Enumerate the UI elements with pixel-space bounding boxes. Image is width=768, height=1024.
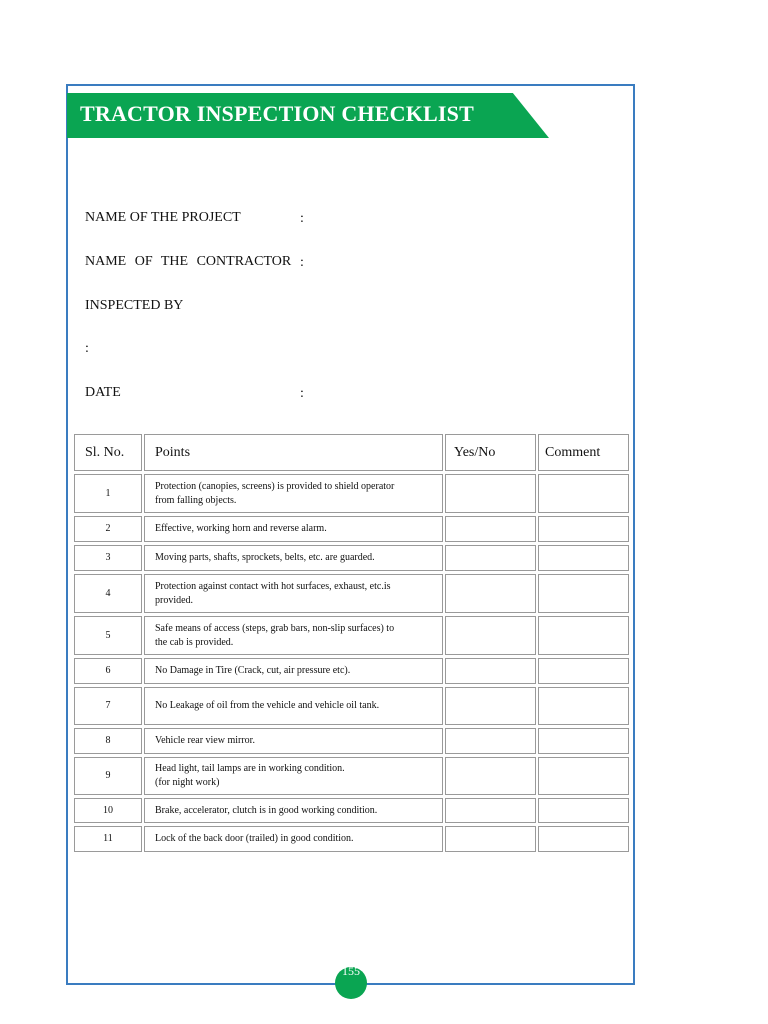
contractor-name-colon: : [300, 255, 304, 270]
project-name-colon: : [300, 211, 304, 226]
comment-cell[interactable] [538, 826, 629, 852]
table-row [74, 516, 629, 542]
row-point: Moving parts, shafts, sprockets, belts, etc. are guarded. [144, 545, 443, 571]
table-row [74, 545, 629, 571]
header-comment: Comment [538, 434, 629, 471]
comment-cell[interactable] [538, 658, 629, 684]
yes-no-cell[interactable] [445, 687, 536, 725]
yes-no-cell[interactable] [445, 757, 536, 795]
table-row [74, 616, 629, 655]
yes-no-cell[interactable] [445, 658, 536, 684]
comment-cell[interactable] [538, 516, 629, 542]
row-number: 4 [74, 574, 142, 613]
table-header-row [74, 434, 629, 471]
comment-cell[interactable] [538, 687, 629, 725]
row-number: 3 [74, 545, 142, 571]
table-row [74, 687, 629, 725]
table-row [74, 474, 629, 513]
row-point: Brake, accelerator, clutch is in good working condition. [144, 798, 443, 823]
comment-cell[interactable] [538, 474, 629, 513]
date-label: DATE [85, 385, 121, 400]
table-row [74, 574, 629, 613]
row-number: 7 [74, 687, 142, 725]
header-points: Points [144, 434, 443, 471]
date-colon: : [300, 386, 304, 401]
row-number: 10 [74, 798, 142, 823]
row-number: 11 [74, 826, 142, 852]
comment-cell[interactable] [538, 757, 629, 795]
table-row [74, 826, 629, 852]
yes-no-cell[interactable] [445, 728, 536, 754]
table-row [74, 658, 629, 684]
project-name-label: NAME OF THE PROJECT [85, 210, 241, 225]
inspected-by-colon: : [85, 341, 89, 356]
table-row [74, 798, 629, 823]
comment-cell[interactable] [538, 728, 629, 754]
page-number: 155 [342, 964, 360, 978]
comment-cell[interactable] [538, 574, 629, 613]
row-number: 9 [74, 757, 142, 795]
row-point: No Damage in Tire (Crack, cut, air pressure etc). [144, 658, 443, 684]
comment-cell[interactable] [538, 616, 629, 655]
checklist-table [74, 434, 629, 855]
table-row [74, 757, 629, 795]
row-point: Head light, tail lamps are in working condition. (for night work) [144, 757, 443, 795]
row-point: Protection (canopies, screens) is provided to shield operator from falling objects. [144, 474, 443, 513]
yes-no-cell[interactable] [445, 798, 536, 823]
row-point: Protection against contact with hot surfaces, exhaust, etc.is provided. [144, 574, 443, 613]
page-title: TRACTOR INSPECTION CHECKLIST [80, 101, 474, 126]
header-sl-no: Sl. No. [74, 434, 142, 471]
table-row [74, 728, 629, 754]
contractor-name-label: NAME OF THE CONTRACTOR [85, 254, 292, 269]
row-point: Lock of the back door (trailed) in good condition. [144, 826, 443, 852]
row-number: 6 [74, 658, 142, 684]
yes-no-cell[interactable] [445, 826, 536, 852]
row-point: Effective, working horn and reverse alarm. [144, 516, 443, 542]
comment-cell[interactable] [538, 545, 629, 571]
row-number: 8 [74, 728, 142, 754]
yes-no-cell[interactable] [445, 574, 536, 613]
comment-cell[interactable] [538, 798, 629, 823]
yes-no-cell[interactable] [445, 545, 536, 571]
row-point: No Leakage of oil from the vehicle and vehicle oil tank. [144, 687, 443, 725]
yes-no-cell[interactable] [445, 516, 536, 542]
row-number: 5 [74, 616, 142, 655]
header-yes-no: Yes/No [445, 434, 536, 471]
yes-no-cell[interactable] [445, 474, 536, 513]
yes-no-cell[interactable] [445, 616, 536, 655]
row-point: Vehicle rear view mirror. [144, 728, 443, 754]
row-number: 1 [74, 474, 142, 513]
row-point: Safe means of access (steps, grab bars, non-slip surfaces) to the cab is provided. [144, 616, 443, 655]
inspected-by-label: INSPECTED BY [85, 298, 184, 313]
row-number: 2 [74, 516, 142, 542]
